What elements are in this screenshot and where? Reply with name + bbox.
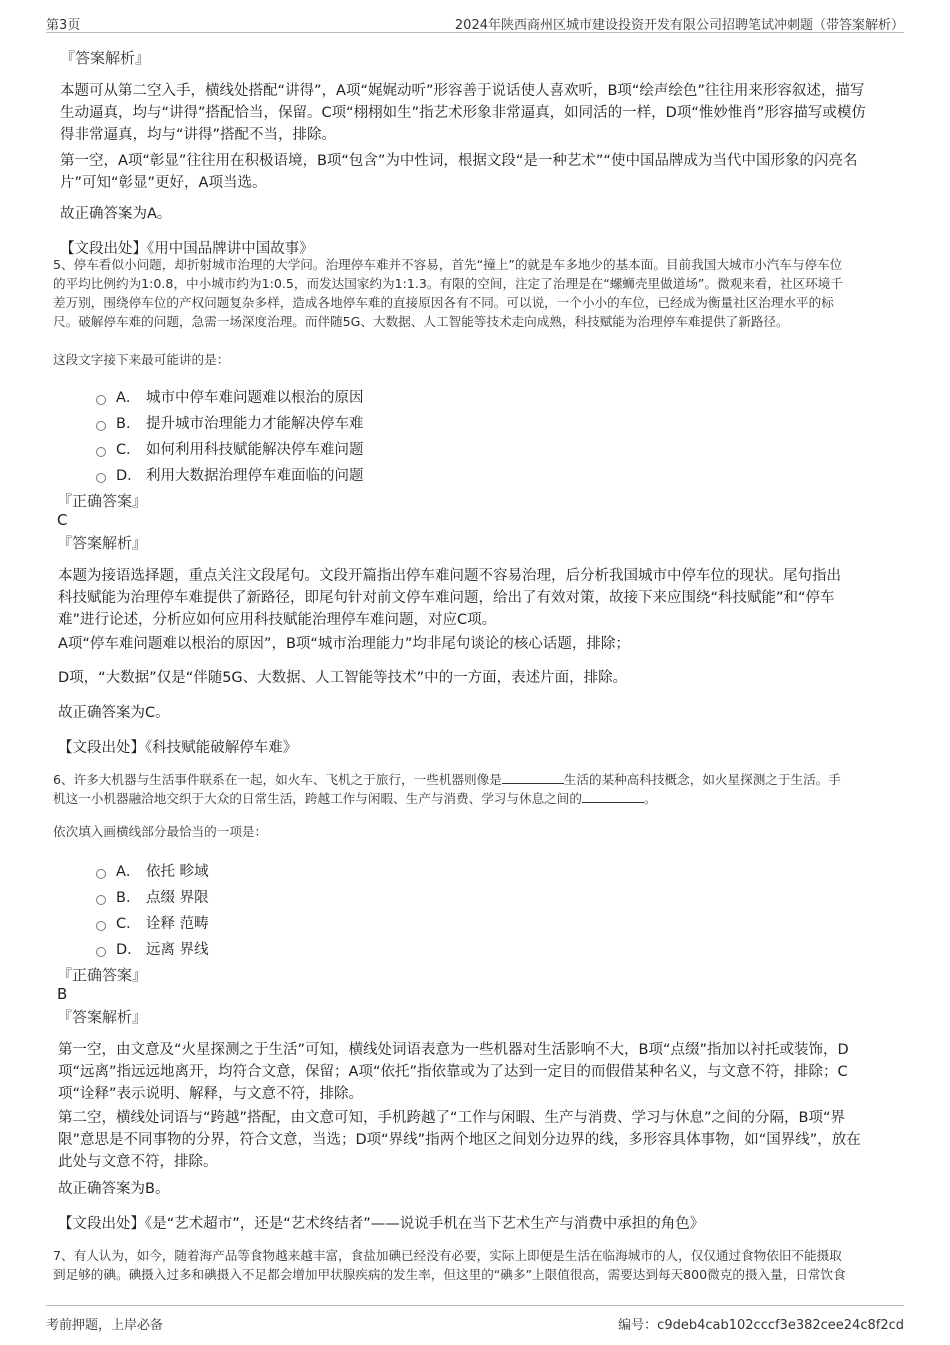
radio-icon[interactable] (96, 947, 106, 957)
option-letter: B． (116, 890, 141, 906)
option-text: 城市中停车难问题难以根治的原因 (146, 390, 364, 406)
radio-icon[interactable] (96, 421, 106, 431)
option-letter: C． (116, 916, 141, 932)
q4-analysis-para2 (60, 150, 857, 194)
q6-option-d[interactable] (96, 938, 209, 958)
option-text: 点缀 界限 (146, 890, 209, 906)
q5-option-c[interactable] (96, 438, 364, 458)
q4-source: 【文段出处】《用中国品牌讲中国故事》 (60, 241, 314, 257)
document-title: 2024年陕西商州区城市建设投资开发有限公司招聘笔试冲刺题（带答案解析） (454, 18, 904, 33)
q6-analysis-para2 (58, 1107, 861, 1173)
q5-source: 【文段出处】《科技赋能破解停车难》 (58, 740, 298, 756)
option-text: 诠释 范畴 (146, 916, 209, 932)
q5-prompt: 这段文字接下来最可能讲的是： (53, 352, 230, 367)
text-line: 第一空，由文意及“火星探测之于生活”可知，横线处词语表意为一些机器对生活影响不大，B项“点缀”指加以衬托或装饰，D (58, 1042, 849, 1058)
radio-icon[interactable] (96, 921, 106, 931)
text-line: 差万别，围绕停车位的产权问题复杂多样，造成各地停车难的直接原因各有不同。可以说，一个小小的车位，已经成为衡量社区治理水平的标 (53, 295, 834, 310)
text-span: 机这一小机器融洽地交织于大众的日常生活，跨越工作与闲暇、生产与消费、学习与休息之间的 (53, 791, 582, 806)
radio-icon[interactable] (96, 869, 106, 879)
text-line: 第二空，横线处词语与“跨越”搭配，由文意可知，手机跨越了“工作与闲暇、生产与消费、学习与休息”之间的分隔，B项“界 (58, 1110, 846, 1126)
option-letter: A． (116, 864, 141, 880)
page-number: 第3页 (46, 18, 81, 33)
text-line: 项“诠释”表示说明、解释，与文意不符，排除。 (58, 1086, 364, 1102)
q6-analysis-para1 (58, 1039, 849, 1105)
text-line: 项“远离”指远远地离开，均符合文意，保留；A项“依托”指依靠或为了达到一定目的而假借某种名义，与文意不符，排除；C (58, 1064, 848, 1080)
text-line: 到足够的碘。碘摄入过多和碘摄入不足都会增加甲状腺疾病的发生率，但这里的“碘多”上限值很高，需要达到每天800微克的摄入量，日常饮食 (53, 1267, 846, 1282)
text-line: 此处与文意不符，排除。 (58, 1154, 218, 1170)
fill-blank-1 (502, 771, 564, 784)
page-footer (46, 1305, 904, 1333)
option-letter: A． (116, 390, 141, 406)
fill-blank-2 (582, 790, 644, 803)
q5-stem (53, 255, 843, 331)
text-span: 生活的某种高科技概念，如火星探测之于生活。手 (563, 772, 841, 787)
q4-analysis-label: 『答案解析』 (60, 49, 151, 67)
text-line: 难”进行论述，分析应如何应用科技赋能治理停车难问题，对应C项。 (58, 612, 497, 628)
option-text: 远离 界线 (146, 942, 209, 958)
q6-conclusion: 故正确答案为B。 (58, 1181, 170, 1197)
q6-option-b[interactable] (96, 886, 209, 906)
q6-stem (53, 770, 903, 808)
q6-prompt: 依次填入画横线部分最恰当的一项是： (53, 824, 268, 839)
q5-analysis-para2: A项“停车难问题难以根治的原因”，B项“城市治理能力”均非尾句谈论的核心话题，排除； (58, 636, 630, 652)
text-line: 得非常逼真，均与“讲得”搭配不当，排除。 (60, 127, 337, 143)
page-header (46, 12, 904, 33)
text-line: 生动逼真，均与“讲得”搭配恰当，保留。C项“栩栩如生”指艺术形象非常逼真，如同活的一样，D项“惟妙惟肖”形容描写或模仿 (60, 105, 866, 121)
text-line: 5、停车看似小问题，却折射城市治理的大学问。治理停车难并不容易，首先“撞上”的就是车多地少的基本面。目前我国大城市小汽车与停车位 (53, 257, 843, 272)
q5-answer-label: 『正确答案』 (57, 492, 148, 510)
option-letter: D． (116, 942, 142, 958)
option-text: 如何利用科技赋能解决停车难问题 (146, 442, 364, 458)
option-text: 利用大数据治理停车难面临的问题 (146, 468, 364, 484)
text-span: 。 (643, 791, 657, 806)
option-letter: D． (116, 468, 142, 484)
radio-icon[interactable] (96, 473, 106, 483)
text-line (53, 770, 903, 789)
option-letter: B． (116, 416, 141, 432)
q4-conclusion: 故正确答案为A。 (60, 206, 172, 222)
q5-analysis-para1 (58, 565, 841, 631)
text-line: 限”意思是不同事物的分界，符合文意，当选；D项“界线”指两个地区之间划分边界的线，多形容具体事物，如“国界线”，放在 (58, 1132, 861, 1148)
q5-analysis-label: 『答案解析』 (57, 534, 148, 552)
q6-analysis-label: 『答案解析』 (57, 1008, 148, 1026)
q6-answer: B (57, 985, 68, 1003)
option-letter: C． (116, 442, 141, 458)
q5-option-a[interactable] (96, 386, 364, 406)
text-line: 第一空，A项“彰显”往往用在积极语境，B项“包含”为中性词，根据文段“是一种艺术”“使中国品牌成为当代中国形象的闪亮名 (60, 153, 858, 169)
q5-answer: C (57, 511, 68, 529)
text-line (53, 789, 903, 808)
radio-icon[interactable] (96, 395, 106, 405)
q5-option-d[interactable] (96, 464, 364, 484)
q6-answer-label: 『正确答案』 (57, 966, 148, 984)
footer-slogan: 考前押题，上岸必备 (46, 1318, 164, 1333)
text-line: 7、有人认为，如今，随着海产品等食物越来越丰富，食盐加碘已经没有必要，实际上即便是生活在临海城市的人，仅仅通过食物依旧不能摄取 (53, 1248, 842, 1263)
text-line: 科技赋能为治理停车难提供了新路径，即尾句针对前文停车难问题，给出了有效对策，故接下来应围绕“科技赋能”和“停车 (58, 590, 835, 606)
text-line: 片”可知“彰显”更好，A项当选。 (60, 175, 267, 191)
text-line: 的平均比例约为1:0.8，中小城市约为1:0.5，而发达国家约为1:1.3。有限的空间，注定了治理是在“螺蛳壳里做道场”。微观来看，社区环境千 (53, 276, 843, 291)
q5-option-b[interactable] (96, 412, 364, 432)
radio-icon[interactable] (96, 447, 106, 457)
q6-option-c[interactable] (96, 912, 209, 932)
q6-source: 【文段出处】《是“艺术超市”，还是“艺术终结者”——说说手机在当下艺术生产与消费中承担的角色》 (58, 1216, 705, 1232)
text-line: 尺。破解停车难的问题，急需一场深度治理。而伴随5G、大数据、人工智能等技术走向成熟，科技赋能为治理停车难提供了新路径。 (53, 314, 789, 329)
option-text: 提升城市治理能力才能解决停车难 (146, 416, 364, 432)
q4-analysis-para1 (60, 80, 866, 146)
text-line: 本题可从第二空入手，横线处搭配“讲得”，A项“娓娓动听”形容善于说话使人喜欢听，B项“绘声绘色”往往用来形容叙述，描写 (60, 83, 865, 99)
q5-conclusion: 故正确答案为C。 (58, 705, 170, 721)
q6-option-a[interactable] (96, 860, 209, 880)
text-span: 6、许多大机器与生活事件联系在一起，如火车、飞机之于旅行，一些机器则像是 (53, 772, 502, 787)
q5-analysis-para3: D项，“大数据”仅是“伴随5G、大数据、人工智能等技术”中的一方面，表述片面，排除。 (58, 670, 628, 686)
option-text: 依托 畛域 (146, 864, 209, 880)
radio-icon[interactable] (96, 895, 106, 905)
text-line: 本题为接语选择题，重点关注文段尾句。文段开篇指出停车难问题不容易治理，后分析我国城市中停车位的现状。尾句指出 (58, 568, 841, 584)
q7-stem (53, 1246, 846, 1284)
document-id: 编号：c9deb4cab102cccf3e382cee24c8f2cd (618, 1318, 904, 1333)
